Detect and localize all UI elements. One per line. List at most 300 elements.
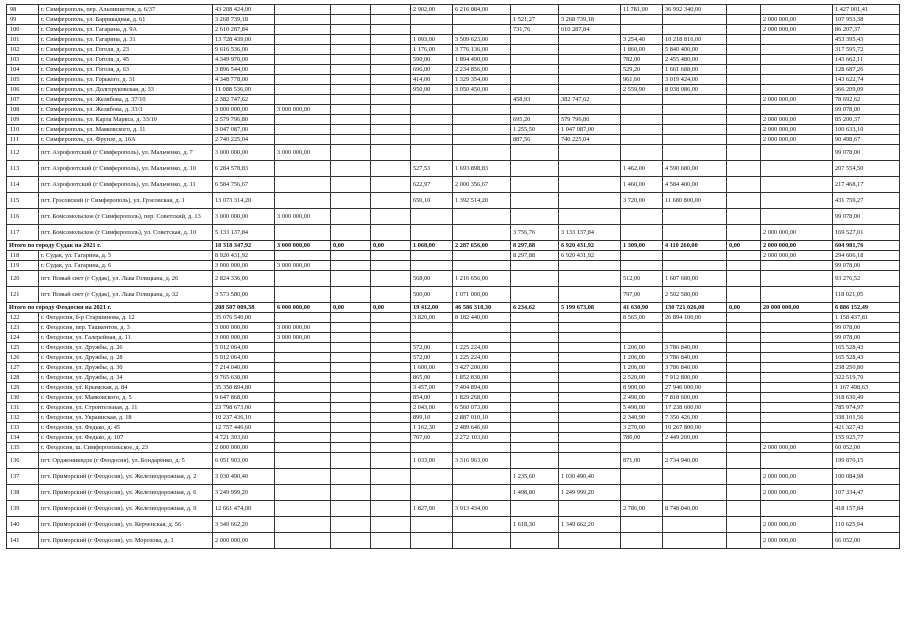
value-cell (275, 15, 331, 25)
value-cell: 2 559,90 (621, 85, 663, 95)
value-cell (663, 333, 727, 343)
value-cell (761, 403, 833, 413)
value-cell (371, 383, 411, 393)
value-cell (371, 15, 411, 25)
value-cell (761, 271, 833, 287)
value-cell: 46 586 310,30 (453, 303, 511, 313)
value-cell (559, 35, 621, 45)
value-cell: 3 786 840,00 (663, 363, 727, 373)
row-number: 105 (7, 75, 39, 85)
value-cell: 10 267 800,00 (663, 423, 727, 433)
value-cell (371, 517, 411, 533)
value-cell (331, 25, 371, 35)
value-cell: 99 078,00 (833, 261, 900, 271)
value-cell: 1 206,00 (621, 363, 663, 373)
row-number: 120 (7, 271, 39, 287)
value-cell (559, 45, 621, 55)
address-cell: г. Феодосия, ш. Симферопольское, д. 23 (39, 443, 213, 453)
value-cell (663, 15, 727, 25)
value-cell (371, 115, 411, 125)
table-row (7, 287, 900, 303)
value-cell: 35 076 540,00 (213, 313, 275, 323)
address-cell: г. Феодосия, ул. Федько, д. 107 (39, 433, 213, 443)
value-cell: 10 237 436,10 (213, 413, 275, 423)
subtotal-label: Итого по городу Феодосия на 2021 г. (7, 303, 213, 313)
value-cell: 2 000 000,00 (761, 517, 833, 533)
value-cell (275, 35, 331, 45)
row-number: 103 (7, 55, 39, 65)
value-cell (559, 177, 621, 193)
value-cell (453, 485, 511, 501)
row-number: 122 (7, 313, 39, 323)
value-cell (411, 469, 453, 485)
value-cell (331, 45, 371, 55)
value-cell (663, 105, 727, 115)
row-number: 126 (7, 353, 39, 363)
value-cell (621, 533, 663, 549)
value-cell (371, 501, 411, 517)
value-cell: 26 894 100,00 (663, 313, 727, 323)
table-row (7, 161, 900, 177)
address-cell: г. Феодосия, ул. Крымская, д. 84 (39, 383, 213, 393)
value-cell: 99 078,00 (833, 145, 900, 161)
value-cell: 3 427 200,00 (453, 363, 511, 373)
value-cell: 12 757 446,60 (213, 423, 275, 433)
value-cell (511, 383, 559, 393)
value-cell (371, 443, 411, 453)
value-cell (453, 251, 511, 261)
value-cell (663, 469, 727, 485)
value-cell (275, 343, 331, 353)
value-cell (371, 423, 411, 433)
row-number: 135 (7, 443, 39, 453)
value-cell: 5 840 400,00 (663, 45, 727, 55)
value-cell (371, 261, 411, 271)
row-number: 104 (7, 65, 39, 75)
value-cell (727, 95, 761, 105)
table-row (7, 55, 900, 65)
value-cell (331, 443, 371, 453)
value-cell (331, 209, 371, 225)
value-cell (663, 115, 727, 125)
value-cell: 1 030 490,40 (559, 469, 621, 485)
address-cell: пгт. Аэрофлотский (г Симферополь), ул. Мальченко, д. 11 (39, 177, 213, 193)
value-cell (663, 443, 727, 453)
value-cell: 3 019 424,00 (663, 75, 727, 85)
value-cell: 572,00 (411, 353, 453, 363)
value-cell: 1 255,50 (511, 125, 559, 135)
value-cell: 6 000 000,00 (275, 303, 331, 313)
value-cell (761, 383, 833, 393)
value-cell (453, 323, 511, 333)
value-cell (559, 145, 621, 161)
value-cell (761, 35, 833, 45)
table-row (7, 251, 900, 261)
value-cell: 1 329 354,00 (453, 75, 511, 85)
value-cell (761, 453, 833, 469)
value-cell: 1 392 514,20 (453, 193, 511, 209)
value-cell (559, 533, 621, 549)
value-cell (727, 115, 761, 125)
value-cell: 1 521,27 (511, 15, 559, 25)
row-number: 106 (7, 85, 39, 95)
value-cell: 6 216 084,00 (453, 5, 511, 15)
table-row (7, 5, 900, 15)
value-cell (511, 393, 559, 403)
value-cell (411, 105, 453, 115)
value-cell (275, 413, 331, 423)
row-number: 140 (7, 517, 39, 533)
value-cell: 1 693 898,83 (453, 161, 511, 177)
value-cell (453, 443, 511, 453)
row-number: 109 (7, 115, 39, 125)
value-cell: 4 721 303,60 (213, 433, 275, 443)
value-cell (621, 225, 663, 241)
value-cell: 317 595,72 (833, 45, 900, 55)
value-cell: 1 618,30 (511, 517, 559, 533)
value-cell (371, 95, 411, 105)
value-cell: 8 748 040,00 (663, 501, 727, 517)
value-cell: 2 902,00 (411, 5, 453, 15)
value-cell: 3 720,00 (621, 193, 663, 209)
value-cell (275, 453, 331, 469)
value-cell (275, 373, 331, 383)
value-cell: 3 000 000,00 (213, 323, 275, 333)
value-cell: 2 000 000,00 (761, 95, 833, 105)
value-cell (727, 145, 761, 161)
value-cell (275, 363, 331, 373)
value-cell: 107 334,47 (833, 485, 900, 501)
address-cell: г. Феодосия, ул. Маяковского, д. 5 (39, 393, 213, 403)
value-cell (761, 393, 833, 403)
table-row (7, 333, 900, 343)
value-cell (371, 55, 411, 65)
value-cell: 622,97 (411, 177, 453, 193)
value-cell: 1 206,00 (621, 353, 663, 363)
value-cell: 3 000 000,00 (275, 323, 331, 333)
value-cell (663, 251, 727, 261)
value-cell (727, 469, 761, 485)
value-cell: 3 349 662,20 (213, 517, 275, 533)
value-cell (371, 363, 411, 373)
value-cell: 143 662,11 (833, 55, 900, 65)
value-cell (331, 135, 371, 145)
value-cell (559, 393, 621, 403)
value-cell (727, 353, 761, 363)
value-cell (761, 423, 833, 433)
value-cell (727, 373, 761, 383)
value-cell (453, 209, 511, 225)
value-cell: 8 297,88 (511, 251, 559, 261)
value-cell: 41 630,90 (621, 303, 663, 313)
value-cell: 1 216 656,00 (453, 271, 511, 287)
value-cell (511, 65, 559, 75)
value-cell: 36 992 340,00 (663, 5, 727, 15)
value-cell (275, 85, 331, 95)
table-row (7, 95, 900, 105)
value-cell (761, 323, 833, 333)
value-cell: 2 000 000,00 (761, 485, 833, 501)
value-cell (559, 343, 621, 353)
row-number: 99 (7, 15, 39, 25)
value-cell (371, 209, 411, 225)
value-cell (411, 115, 453, 125)
value-cell: 865,00 (411, 373, 453, 383)
value-cell: 3 000 000,00 (213, 261, 275, 271)
value-cell (371, 105, 411, 115)
value-cell: 66 052,00 (833, 533, 900, 549)
value-cell (663, 517, 727, 533)
value-cell: 8 565,00 (621, 313, 663, 323)
value-cell (275, 135, 331, 145)
value-cell: 199 870,15 (833, 453, 900, 469)
value-cell: 1 309,00 (621, 241, 663, 251)
row-number: 130 (7, 393, 39, 403)
value-cell (511, 333, 559, 343)
value-cell: 217 468,17 (833, 177, 900, 193)
value-cell (331, 15, 371, 25)
value-cell (663, 95, 727, 105)
row-number: 123 (7, 323, 39, 333)
value-cell (621, 443, 663, 453)
value-cell: 2 000 000,00 (761, 15, 833, 25)
value-cell: 9 647 868,00 (213, 393, 275, 403)
value-cell: 5 490,00 (621, 403, 663, 413)
table-row (7, 413, 900, 423)
register-table-page (6, 4, 899, 549)
value-cell: 871,00 (621, 453, 663, 469)
value-cell (331, 363, 371, 373)
address-cell: г. Симферополь, ул. Гоголя, д. 45 (39, 55, 213, 65)
value-cell: 110 625,94 (833, 517, 900, 533)
value-cell: 3 270,00 (621, 423, 663, 433)
value-cell (727, 85, 761, 95)
row-number: 137 (7, 469, 39, 485)
value-cell (371, 177, 411, 193)
value-cell: 9 765 630,00 (213, 373, 275, 383)
value-cell: 11 088 536,00 (213, 85, 275, 95)
value-cell: 458,93 (511, 95, 559, 105)
value-cell: 3 913 434,00 (453, 501, 511, 517)
value-cell: 2 000 000,00 (213, 443, 275, 453)
value-cell: 740 225,04 (559, 135, 621, 145)
subtotal-row (7, 303, 900, 313)
row-number: 112 (7, 145, 39, 161)
value-cell (275, 443, 331, 453)
value-cell: 782,00 (621, 55, 663, 65)
value-cell (559, 501, 621, 517)
value-cell: 11 781,00 (621, 5, 663, 15)
value-cell: 1 349 662,20 (559, 517, 621, 533)
value-cell: 5 133 137,84 (213, 225, 275, 241)
value-cell (761, 45, 833, 55)
value-cell (511, 353, 559, 363)
value-cell: 2 824 336,00 (213, 271, 275, 287)
value-cell: 431 759,27 (833, 193, 900, 209)
value-cell (331, 5, 371, 15)
value-cell (761, 209, 833, 225)
value-cell: 3 000 000,00 (275, 145, 331, 161)
value-cell: 90 498,67 (833, 135, 900, 145)
value-cell (411, 225, 453, 241)
value-cell: 1 860,00 (621, 45, 663, 55)
value-cell: 1 071 000,00 (453, 287, 511, 303)
address-cell: г. Феодосия, ул. Дружбы, д. 28 (39, 353, 213, 363)
value-cell: 1 093,00 (411, 35, 453, 45)
value-cell: 8 920 431,92 (213, 251, 275, 261)
value-cell (663, 125, 727, 135)
value-cell: 4 590 680,00 (663, 161, 727, 177)
value-cell (727, 343, 761, 353)
value-cell (331, 313, 371, 323)
capital-repair-register-table (6, 4, 900, 549)
value-cell (371, 413, 411, 423)
row-number: 108 (7, 105, 39, 115)
value-cell: 500,00 (411, 287, 453, 303)
value-cell (453, 517, 511, 533)
value-cell: 318 630,49 (833, 393, 900, 403)
value-cell (371, 145, 411, 161)
value-cell (371, 403, 411, 413)
value-cell: 579 796,80 (559, 115, 621, 125)
value-cell (621, 469, 663, 485)
value-cell (371, 251, 411, 261)
table-row (7, 135, 900, 145)
value-cell (621, 25, 663, 35)
value-cell (331, 145, 371, 161)
address-cell: пгт. Комсомольское (г Симферополь), пер. Советский, д. 13 (39, 209, 213, 225)
value-cell (761, 261, 833, 271)
value-cell (275, 423, 331, 433)
value-cell: 3 047 087,00 (213, 125, 275, 135)
value-cell (411, 25, 453, 35)
value-cell (331, 485, 371, 501)
value-cell (275, 55, 331, 65)
value-cell (331, 413, 371, 423)
address-cell: г. Симферополь, ул. Желябова, д. 37/10 (39, 95, 213, 105)
register-rows (7, 5, 900, 549)
value-cell (761, 287, 833, 303)
value-cell: 3 249 999,20 (213, 485, 275, 501)
value-cell (275, 383, 331, 393)
value-cell (331, 161, 371, 177)
value-cell: 23 798 673,00 (213, 403, 275, 413)
value-cell (727, 485, 761, 501)
value-cell (559, 287, 621, 303)
value-cell: 1 249 999,20 (559, 485, 621, 501)
value-cell (727, 55, 761, 65)
table-row (7, 501, 900, 517)
row-number: 141 (7, 533, 39, 549)
value-cell: 207 554,50 (833, 161, 900, 177)
value-cell (275, 251, 331, 261)
table-row (7, 35, 900, 45)
value-cell (331, 125, 371, 135)
value-cell (559, 333, 621, 343)
row-number: 133 (7, 423, 39, 433)
value-cell (275, 177, 331, 193)
value-cell (275, 115, 331, 125)
subtotal-row (7, 241, 900, 251)
row-number: 132 (7, 413, 39, 423)
value-cell: 512,00 (621, 271, 663, 287)
value-cell (761, 145, 833, 161)
value-cell: 2 000 000,00 (213, 533, 275, 549)
value-cell (331, 65, 371, 75)
value-cell (453, 25, 511, 35)
value-cell: 20 000 000,00 (761, 303, 833, 313)
value-cell (331, 453, 371, 469)
value-cell (761, 363, 833, 373)
value-cell (511, 45, 559, 55)
value-cell (727, 423, 761, 433)
value-cell: 6 051 903,00 (213, 453, 275, 469)
value-cell (663, 323, 727, 333)
value-cell: 366 209,09 (833, 85, 900, 95)
value-cell: 382 747,62 (559, 95, 621, 105)
address-cell: пгт. Новый свет (г Судак), ул. Льва Голицына, д. 32 (39, 287, 213, 303)
value-cell (275, 393, 331, 403)
row-number: 139 (7, 501, 39, 517)
value-cell: 3 000 000,00 (213, 145, 275, 161)
value-cell (727, 313, 761, 323)
value-cell (411, 323, 453, 333)
value-cell (511, 403, 559, 413)
address-cell: г. Симферополь, ул. Гагарина, д. 9А (39, 25, 213, 35)
value-cell: 78 692,62 (833, 95, 900, 105)
value-cell: 3 000 000,00 (213, 209, 275, 225)
value-cell (331, 225, 371, 241)
value-cell (727, 271, 761, 287)
value-cell (511, 363, 559, 373)
value-cell: 3 268 739,18 (213, 15, 275, 25)
value-cell: 7 818 600,00 (663, 393, 727, 403)
table-row (7, 85, 900, 95)
value-cell (511, 145, 559, 161)
value-cell: 2 502 580,00 (663, 287, 727, 303)
value-cell: 27 946 000,00 (663, 383, 727, 393)
value-cell (761, 65, 833, 75)
address-cell: г. Судак, ул. Гагарина, д. 6 (39, 261, 213, 271)
value-cell: 2 272 103,60 (453, 433, 511, 443)
value-cell: 13 073 314,20 (213, 193, 275, 209)
value-cell (371, 433, 411, 443)
value-cell (511, 423, 559, 433)
table-row (7, 373, 900, 383)
row-number: 115 (7, 193, 39, 209)
value-cell: 453 395,43 (833, 35, 900, 45)
value-cell (559, 313, 621, 323)
value-cell (275, 161, 331, 177)
value-cell: 650,10 (411, 193, 453, 209)
value-cell: 12 661 474,00 (213, 501, 275, 517)
value-cell (559, 5, 621, 15)
value-cell (621, 15, 663, 25)
value-cell (331, 373, 371, 383)
value-cell (621, 323, 663, 333)
table-row (7, 193, 900, 209)
value-cell: 8 038 086,00 (663, 85, 727, 95)
value-cell: 2 000 000,00 (761, 469, 833, 485)
value-cell (761, 193, 833, 209)
value-cell (727, 193, 761, 209)
value-cell: 1 427 001,41 (833, 5, 900, 15)
value-cell (559, 353, 621, 363)
address-cell: пгт. Грэсовский (г Симферополь), ул. Грэсовская, д. 1 (39, 193, 213, 209)
value-cell (511, 177, 559, 193)
value-cell: 5 199 673,08 (559, 303, 621, 313)
value-cell: 695,20 (511, 115, 559, 125)
